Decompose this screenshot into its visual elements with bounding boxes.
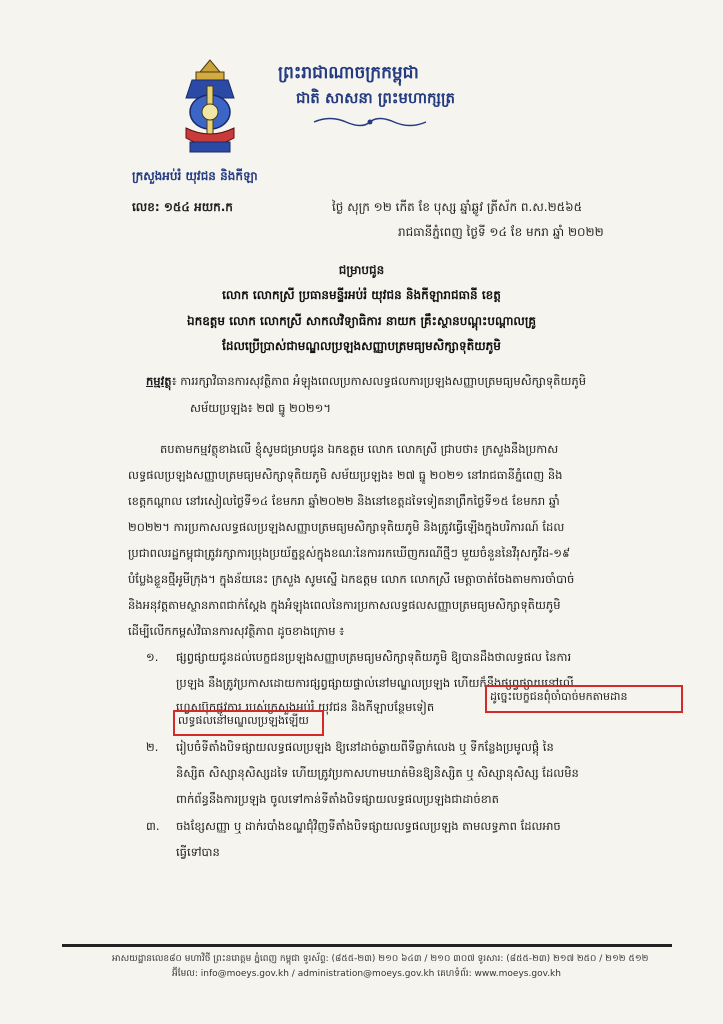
list-item-line: ពាក់ព័ន្ធនឹងការប្រឡង ចូលទៅកាន់ទីតាំងបិទផ្សាយលទ្ធផលប្រឡងជាដាច់ខាត	[176, 792, 499, 806]
list-item-number: ២.	[146, 740, 159, 754]
recipient-line: ឯកឧត្តម លោក លោកស្រី សាកលវិទ្យាធិការ នាយក គ្រឹះស្ថានបណ្តុះបណ្តាលគ្រូ	[186, 314, 537, 328]
list-item-line: និស្សិត សិស្សានុសិស្សដទៃ ហើយត្រូវប្រកាសហាមឃាត់មិនឱ្យនិស្សិត ឬ សិស្សានុសិស្ស ដែលមិន	[176, 766, 579, 780]
ministry-emblem-icon	[182, 58, 238, 158]
kingdom-title: ព្រះរាជាណាចក្រកម្ពុជា	[278, 63, 419, 83]
body-line: តបតាមកម្មវត្ថុខាងលើ ខ្ញុំសូមជម្រាបជូន ឯកឧត្តម លោក លោកស្រី ជ្រាបថា៖ ក្រសួងនឹងប្រកាស	[160, 442, 559, 456]
footer-contact: អ៊ីមែល: info@moeys.gov.kh / administration@moeys.gov.kh គេហទំព័រ: www.moeys.gov.kh	[172, 969, 561, 979]
body-line: ខេត្តកណ្តាល នៅរសៀលថ្ងៃទី១៤ ខែមករា ឆ្នាំ២០២២ និងនៅខេត្តដទៃទៀតនាព្រឹកថ្ងៃទី១៥ ខែមករា ឆ្នាំ	[128, 494, 560, 508]
body-line: បំប្លែងខ្លួនថ្មីអូមីក្រុង។ ក្នុងន័យនេះ ក្រសួង សូមស្នើ ឯកឧត្តម លោក លោកស្រី មេត្តាចាត់ចែងតាមការចាំបាច់	[128, 572, 575, 586]
body-line: ២០២២។ ការប្រកាសលទ្ធផលប្រឡងសញ្ញាបត្រមធ្យមសិក្សាទុតិយភូមិ និងត្រូវធ្វើឡើងក្នុងបរិការណ៍ ដែល	[128, 520, 565, 534]
reference-number: លេខ: ១៥៤ អយក.ក	[132, 200, 233, 214]
body-line: និងអនុវត្តតាមស្ថានភាពជាក់ស្តែង ក្នុងអំឡុងពេលនៃការប្រកាសលទ្ធផលសញ្ញាបត្រមធ្យមសិក្សាទុតិយភូមិ	[128, 598, 561, 612]
highlighted-text: ដូច្នេះបេក្ខជនពុំចាំបាច់មកតាមដាន	[490, 690, 628, 703]
subject-text-cont: សម័យប្រឡង៖ ២៧ ធ្នូ ២០២១។	[190, 401, 331, 415]
list-item-number: ១.	[146, 650, 159, 664]
list-item-line: ប្រឡង នឹងត្រូវប្រកាសដោយការផ្សព្វផ្សាយផ្ទាល់នៅមណ្ឌលប្រឡង ហើយក៏នឹងផ្សព្វផ្សាយនៅលើ	[176, 676, 574, 690]
list-item-line: ផ្សព្វផ្សាយជូនដល់បេក្ខជនប្រឡងសញ្ញាបត្រមធ្យមសិក្សាទុតិយភូមិ ឱ្យបានដឹងថាលទ្ធផល នៃការ	[176, 650, 572, 664]
subject-text: ៖ ការរក្សាវិធានការសុវត្ថិភាព អំឡុងពេលប្រកាសលទ្ធផលការប្រឡងសញ្ញាបត្រមធ្យមសិក្សាទុតិយភូមិ	[171, 374, 587, 388]
list-item-number: ៣.	[146, 819, 160, 833]
lunar-date: ថ្ងៃ សុក្រ ១២ កើត ខែ បុស្ស ឆ្នាំឆ្លូវ ត្រីស័ក ព.ស.២៥៦៥	[332, 200, 583, 214]
recipient-line: ដែលប្រើប្រាស់ជាមណ្ឌលប្រឡងសញ្ញាបត្រមធ្យមសិក្សាទុតិយភូមិ	[222, 339, 501, 353]
list-item-line: ចងខ្សែសញ្ញា ឬ ដាក់របាំងខណ្ឌជុំវិញទីតាំងបិទផ្សាយលទ្ធផលប្រឡង តាមលទ្ធភាព ដែលអាច	[176, 819, 561, 833]
footer-address: អាសយដ្ឋានលេខ៨០ មហាវិថី ព្រះនរោត្តម ភ្នំពេញ កម្ពុជា ទូរស័ព្ទ: (៨៥៥-២៣) ២១០ ៦៤៣ / ២១០ ៣០៧ ទូរសារ: (៨៥៥-២៣) ២១៧ ២៥០ / ២១២ ៥១២	[112, 954, 649, 964]
recipient-line: លោក លោកស្រី ប្រធានមន្ទីរអប់រំ យុវជន និងកីឡារាជធានី ខេត្ត	[222, 288, 501, 302]
subject-label: កម្មវត្ថុ	[146, 374, 172, 388]
national-motto: ជាតិ សាសនា ព្រះមហាក្សត្រ	[296, 89, 455, 107]
subject-line	[146, 374, 586, 391]
recipient-label: ជម្រាបជូន	[338, 263, 385, 277]
highlighted-text: លទ្ធផលនៅមណ្ឌលប្រឡងឡើយ	[178, 714, 309, 727]
ornament-divider-icon	[310, 113, 430, 131]
list-item-line: ហ្វេសប៊ុកផ្លូវការ របស់ក្រសួងអប់រំ យុវជន និងកីឡាបន្ថែមទៀត	[176, 700, 435, 714]
body-line: ដើម្បីលើកកម្ពស់វិធានការសុវត្ថិភាព ដូចខាងក្រោម ៖	[128, 624, 345, 638]
body-line: ប្រជាពលរដ្ឋកម្ពុជាត្រូវរក្សាការប្រុងប្រយ័ត្នខ្ពស់ក្នុងខណៈនៃការរកឃើញករណីថ្មីៗ មួយចំនួននៃវីរុសកូវីដ-១៩	[128, 546, 571, 560]
list-item-line: ធ្វើទៅបាន	[176, 845, 220, 859]
solar-date: រាជធានីភ្នំពេញ ថ្ងៃទី ១៤ ខែ មករា ឆ្នាំ ២០២២	[398, 225, 604, 239]
body-line: លទ្ធផលប្រឡងសញ្ញាបត្រមធ្យមសិក្សាទុតិយភូមិ សម័យប្រឡង៖ ២៧ ធ្នូ ២០២១ នៅរាជធានីភ្នំពេញ និង	[128, 468, 563, 482]
list-item-line: រៀបចំទីតាំងបិទផ្សាយលទ្ធផលប្រឡង ឱ្យនៅដាច់ឆ្ងាយពីទីធ្លាក់លេង ឬ ទីកន្លែងប្រមូលផ្តុំ នៃ	[176, 740, 554, 754]
footer-divider	[62, 944, 672, 947]
ministry-name: ក្រសួងអប់រំ យុវជន និងកីឡា	[132, 169, 258, 183]
